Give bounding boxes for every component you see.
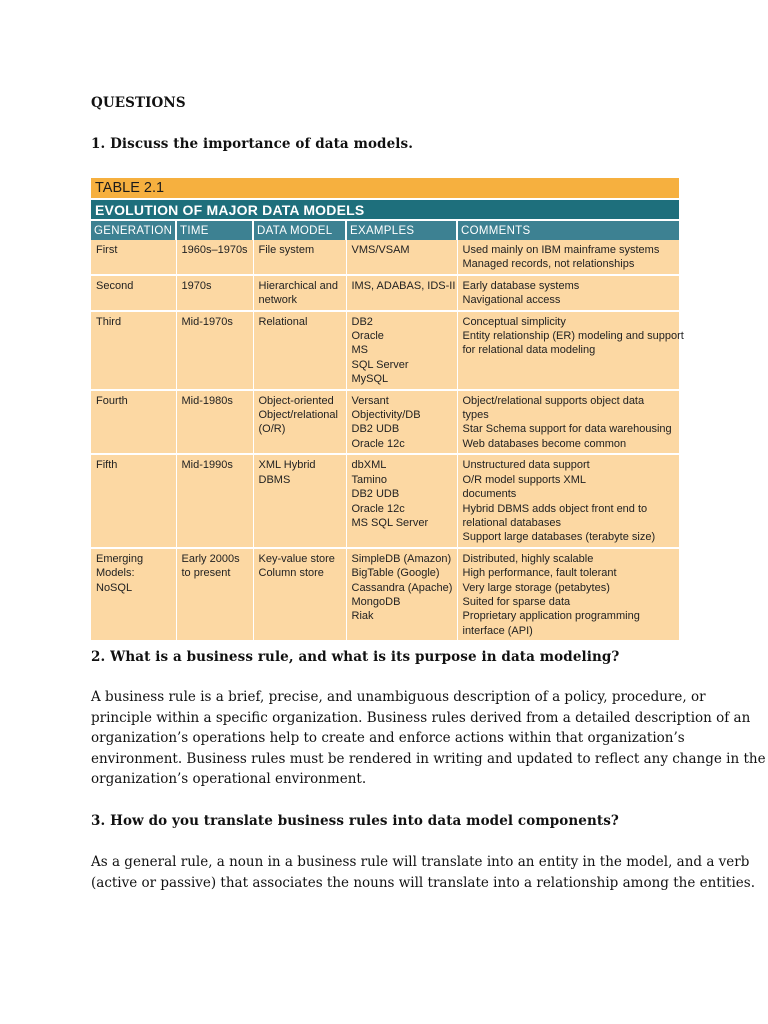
answer-2-line: organization’s operations help to create and enforce actions within that organization’s	[91, 730, 685, 746]
cell-line: documents	[462, 488, 517, 501]
cell-line: DBMS	[258, 473, 291, 486]
answer-2-line: organization’s operational environment.	[91, 771, 367, 787]
cell-line: Object/relational	[258, 409, 338, 422]
cell-line: DB2 UDB	[351, 423, 400, 436]
cell-line: IMS, ADABAS, IDS-II	[351, 279, 456, 292]
cell-line: SimpleDB (Amazon)	[351, 552, 452, 565]
cell-line: Unstructured data support	[462, 459, 590, 472]
cell-line: File system	[258, 244, 315, 256]
cell-line: Star Schema support for data warehousing	[462, 423, 672, 436]
answer-3-line: As a general rule, a noun in a business rule will translate into an entity in the model, and a verb	[91, 854, 750, 870]
table-label: TABLE 2.1	[91, 178, 679, 198]
answer-2-line: principle within a specific organization. Business rules derived from a detailed description of an	[91, 709, 751, 726]
cell-line: Hierarchical and	[258, 279, 338, 292]
data-models-table	[91, 221, 684, 642]
cell-comments	[457, 240, 679, 275]
cell-line: Support large databases (terabyte size)	[462, 531, 656, 544]
cell-line: network	[258, 294, 298, 307]
answer-2-line: environment. Business rules must be rendered in writing and updated to reflect any change in the	[91, 750, 766, 767]
cell-line: Used mainly on IBM mainframe systems	[462, 244, 660, 256]
cell-generation	[91, 240, 176, 275]
cell-examples	[346, 454, 457, 547]
cell-line: types	[462, 409, 489, 422]
cell-line: Very large storage (petabytes)	[462, 581, 610, 594]
answer-3-line: (active or passive) that associates the nouns will translate into a relationship among the entities.	[91, 874, 755, 891]
header-comments: COMMENTS	[457, 221, 679, 240]
cell-line: Navigational access	[462, 294, 561, 307]
cell-time	[176, 390, 253, 455]
cell-comments	[457, 311, 684, 390]
cell-generation	[91, 311, 176, 390]
cell-line: Managed records, not relationships	[462, 258, 635, 271]
cell-line: (O/R)	[258, 423, 286, 436]
cell-line: to present	[181, 567, 231, 580]
answer-2	[91, 687, 766, 790]
cell-examples	[346, 548, 457, 641]
cell-line: BigTable (Google)	[351, 567, 440, 580]
table-figure	[91, 178, 684, 642]
cell-line: Riak	[351, 610, 374, 623]
cell-time	[176, 548, 253, 641]
cell-line: O/R model supports XML	[462, 473, 586, 486]
cell-generation	[91, 390, 176, 455]
cell-line: SQL Server	[351, 358, 409, 371]
cell-model	[253, 275, 346, 311]
cell-comments	[457, 454, 679, 547]
cell-model	[253, 240, 346, 275]
cell-line: 1970s	[181, 279, 212, 292]
cell-time	[176, 275, 253, 311]
cell-line: Tamino	[351, 473, 387, 486]
questions-heading: QUESTIONS	[91, 95, 186, 111]
cell-line: Second	[96, 279, 134, 292]
table-row	[91, 240, 679, 275]
cell-line: Column store	[258, 567, 324, 580]
cell-line: MySQL	[351, 373, 389, 386]
cell-generation	[91, 454, 176, 547]
cell-line: MongoDB	[351, 595, 401, 608]
cell-line: Distributed, highly scalable	[462, 552, 594, 565]
cell-examples	[346, 275, 457, 311]
cell-line: for relational data modeling	[462, 344, 596, 357]
cell-model	[253, 454, 346, 547]
cell-model	[253, 311, 346, 390]
table-header-row	[91, 221, 679, 240]
cell-line: Mid-1990s	[181, 459, 233, 472]
cell-comments	[457, 390, 679, 455]
cell-line: interface (API)	[462, 624, 533, 637]
cell-line: Relational	[258, 315, 308, 328]
cell-line: Proprietary application programming	[462, 610, 640, 623]
cell-generation	[91, 275, 176, 311]
cell-comments	[457, 275, 679, 311]
table-row	[91, 311, 679, 390]
table-row	[91, 548, 679, 641]
cell-time	[176, 240, 253, 275]
cell-line: High performance, fault tolerant	[462, 567, 617, 580]
cell-model	[253, 548, 346, 641]
answer-3	[91, 852, 755, 893]
answer-2-line: A business rule is a brief, precise, and unambiguous description of a policy, procedure, or	[91, 689, 706, 705]
table-row	[91, 454, 679, 547]
cell-generation	[91, 548, 176, 641]
cell-line: Mid-1980s	[181, 394, 233, 407]
cell-line: DB2 UDB	[351, 488, 400, 501]
question-1: 1. Discuss the importance of data models.	[91, 136, 414, 152]
cell-line: DB2	[351, 315, 373, 328]
header-examples: EXAMPLES	[346, 221, 457, 240]
cell-line: dbXML	[351, 459, 387, 472]
cell-comments	[457, 548, 679, 641]
cell-line: Oracle	[351, 330, 384, 343]
cell-line: Cassandra (Apache)	[351, 581, 453, 594]
cell-line: Object/relational supports object data	[462, 394, 645, 407]
cell-line: MS	[351, 344, 368, 357]
cell-line: Early database systems	[462, 279, 580, 292]
cell-line: Entity relationship (ER) modeling and support	[462, 330, 684, 343]
question-3: 3. How do you translate business rules into data model components?	[91, 813, 619, 829]
cell-line: First	[96, 244, 118, 256]
cell-line: MS SQL Server	[351, 516, 429, 529]
cell-examples	[346, 390, 457, 455]
cell-line: Objectivity/DB	[351, 409, 421, 422]
cell-time	[176, 311, 253, 390]
table-row	[91, 390, 679, 455]
cell-line: Third	[96, 315, 122, 328]
cell-line: XML Hybrid	[258, 459, 316, 472]
question-2: 2. What is a business rule, and what is its purpose in data modeling?	[91, 649, 620, 665]
cell-line: VMS/VSAM	[351, 244, 410, 256]
header-time: TIME	[176, 221, 253, 240]
cell-model	[253, 390, 346, 455]
cell-examples	[346, 311, 457, 390]
table-row	[91, 275, 679, 311]
cell-line: NoSQL	[96, 581, 133, 594]
header-data-model: DATA MODEL	[253, 221, 346, 240]
cell-line: Early 2000s	[181, 552, 240, 565]
cell-line: 1960s–1970s	[181, 244, 248, 256]
cell-line: Fifth	[96, 459, 118, 472]
cell-line: Fourth	[96, 394, 128, 407]
table-title: EVOLUTION OF MAJOR DATA MODELS	[91, 200, 679, 219]
cell-line: Models:	[96, 567, 135, 580]
cell-line: Web databases become common	[462, 437, 627, 450]
cell-line: Emerging	[96, 552, 144, 565]
cell-examples	[346, 240, 457, 275]
cell-line: Object-oriented	[258, 394, 334, 407]
cell-line: Suited for sparse data	[462, 595, 571, 608]
cell-line: Hybrid DBMS adds object front end to	[462, 502, 648, 515]
cell-line: Mid-1970s	[181, 315, 233, 328]
cell-line: Key-value store	[258, 552, 335, 565]
cell-line: Oracle 12c	[351, 437, 405, 450]
cell-line: relational databases	[462, 516, 561, 529]
cell-line: Oracle 12c	[351, 502, 405, 515]
table-body	[91, 240, 684, 641]
cell-time	[176, 454, 253, 547]
cell-line: Conceptual simplicity	[462, 315, 566, 328]
cell-line: Versant	[351, 394, 389, 407]
header-generation: GENERATION	[91, 221, 176, 240]
